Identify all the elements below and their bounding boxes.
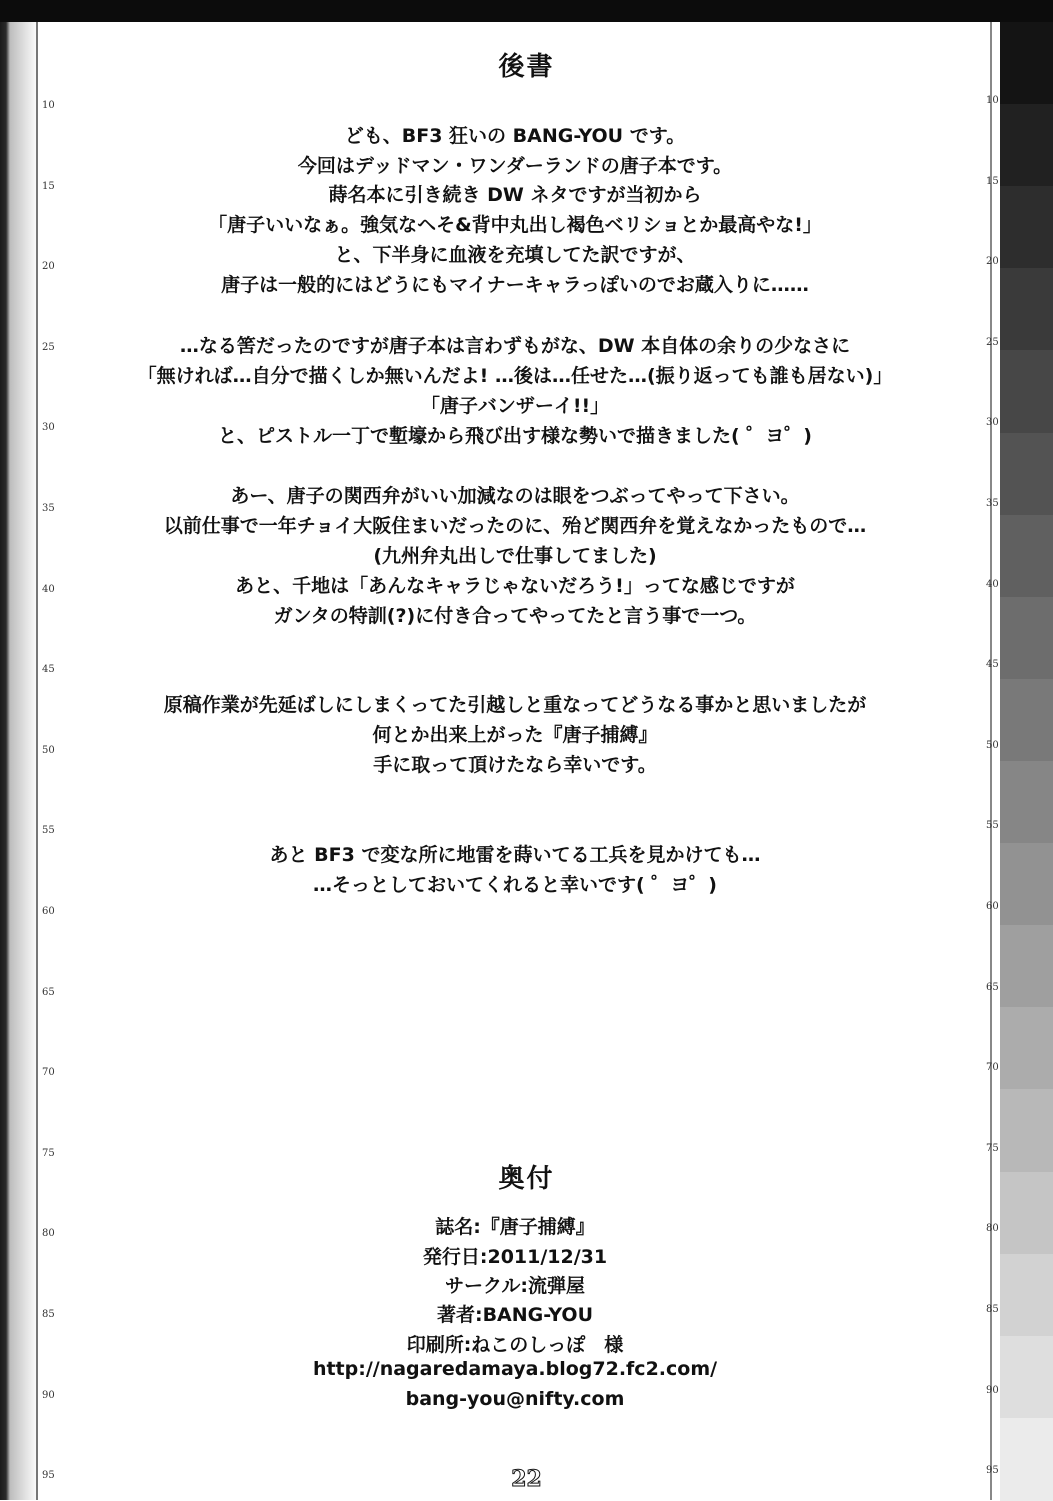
margin-tick-right: 15	[986, 175, 999, 187]
margin-tick-left: 90	[42, 1389, 55, 1401]
margin-tick-right: 20	[986, 256, 999, 268]
gray-band	[1000, 1254, 1053, 1337]
gray-band	[1000, 350, 1053, 433]
margin-tick-left: 55	[42, 825, 55, 837]
margin-tick-left: 85	[42, 1309, 55, 1320]
margin-tick-left: 75	[42, 1147, 55, 1159]
colophon-title: 奥付	[498, 1164, 555, 1194]
colophon-author: 著者:BANG-YOU	[436, 1304, 594, 1326]
afterword-line: 「唐子いいなぁ。強気なヘそ&背中丸出し褐色ベリショとか最高やな!」	[208, 214, 822, 236]
margin-tick-right: 75	[986, 1142, 999, 1154]
margin-tick-right: 80	[986, 1223, 999, 1235]
colophon-title-line: 誌名:『唐子捕縛』	[435, 1216, 595, 1238]
margin-tick-right: 65	[986, 981, 999, 993]
afterword-line: …そっとしておいてくれると幸いです( ゜ヨ゜)	[313, 874, 717, 896]
margin-tick-left: 40	[42, 583, 55, 595]
colophon-printer: 印刷所:ねこのしっぽ 様	[406, 1334, 624, 1356]
afterword-line: ガンタの特訓(?)に付き合ってやってたと言う事で一つ。	[273, 605, 757, 627]
gray-band	[1000, 1336, 1053, 1419]
margin-tick-right: 50	[986, 739, 999, 751]
colophon-email: bang-you@nifty.com	[405, 1388, 625, 1410]
afterword-line: 以前仕事で一年チョイ大阪住まいだったのに、殆ど関西弁を覚えなかったもので…	[163, 515, 867, 537]
gray-band	[1000, 515, 1053, 598]
afterword-line: あー、唐子の関西弁がいい加減なのは眼をつぶってやって下さい。	[230, 485, 800, 507]
margin-tick-right: 45	[986, 659, 999, 671]
right-margin-rule	[990, 22, 992, 1500]
margin-tick-right: 70	[986, 1062, 999, 1074]
margin-tick-right: 30	[986, 417, 999, 429]
afterword-line: ども、BF3 狂いの BANG-YOU です。	[344, 125, 686, 147]
gray-band	[1000, 843, 1053, 926]
margin-tick-left: 80	[42, 1228, 55, 1240]
afterword-line: 何とか出来上がった『唐子捕縛』	[372, 724, 658, 746]
gray-band	[1000, 104, 1053, 187]
gray-band	[1000, 597, 1053, 680]
gray-band	[1000, 268, 1053, 351]
margin-tick-right: 25	[986, 336, 999, 348]
left-scan-edge	[0, 22, 40, 1500]
margin-tick-left: 15	[42, 180, 55, 192]
margin-tick-right: 10	[986, 95, 999, 106]
margin-tick-right: 85	[986, 1304, 999, 1315]
afterword-line: …なる筈だったのですが唐子本は言わずもがな、DW 本自体の余りの少なさに	[179, 335, 851, 357]
afterword-line: 原稿作業が先延ばしにしまくってた引越しと重なってどうなる事かと思いましたが	[163, 694, 867, 716]
margin-tick-left: 95	[42, 1470, 55, 1482]
margin-tick-left: 20	[42, 261, 55, 273]
margin-tick-left: 50	[42, 744, 55, 756]
gray-band	[1000, 433, 1053, 516]
afterword-line: と、下半身に血液を充填してた訳ですが、	[334, 244, 696, 266]
afterword-line: 蒔名本に引き続き DW ネタですが当初から	[328, 184, 702, 206]
afterword-line: 今回はデッドマン・ワンダーランドの唐子本です。	[297, 155, 733, 177]
afterword-title: 後書	[498, 52, 555, 82]
margin-tick-right: 55	[986, 820, 999, 832]
gray-band	[1000, 679, 1053, 762]
afterword-line: 「唐子バンザーイ!!」	[420, 395, 610, 417]
colophon-date: 発行日:2011/12/31	[422, 1246, 608, 1268]
afterword-line: と、ピストル一丁で塹壕から飛び出す様な勢いで描きました( ゜ヨ゜)	[218, 425, 812, 447]
afterword-line: あと、千地は「あんなキャラじゃないだろう!」ってな感じですが	[235, 575, 795, 597]
gray-band	[1000, 186, 1053, 269]
gray-band	[1000, 761, 1053, 844]
top-dark-edge	[0, 0, 1053, 22]
page-number: 22	[511, 1466, 542, 1492]
gray-band	[1000, 925, 1053, 1008]
afterword-line: 唐子は一般的にはどうにもマイナーキャラっぽいのでお蔵入りに……	[221, 274, 809, 296]
margin-tick-left: 60	[42, 906, 55, 917]
margin-tick-left: 10	[42, 100, 55, 111]
margin-tick-right: 60	[986, 901, 999, 912]
colophon-circle: サークル:流弾屋	[444, 1275, 586, 1297]
margin-tick-right: 95	[986, 1465, 999, 1477]
margin-tick-left: 25	[42, 341, 55, 353]
margin-tick-left: 65	[42, 986, 55, 998]
afterword-line: 手に取って頂けたなら幸いです。	[373, 754, 657, 776]
margin-tick-right: 90	[986, 1384, 999, 1396]
margin-tick-left: 45	[42, 664, 55, 676]
margin-tick-right: 40	[986, 578, 999, 590]
margin-tick-left: 70	[42, 1067, 55, 1079]
afterword-line: あと BF3 で変な所に地雷を蒔いてる工兵を見かけても…	[269, 844, 761, 866]
margin-tick-left: 35	[42, 503, 55, 514]
margin-tick-left: 30	[42, 422, 55, 434]
colophon-url: http://nagaredamaya.blog72.fc2.com/	[312, 1358, 718, 1380]
afterword-line: (九州弁丸出しで仕事してました)	[373, 545, 657, 567]
grayscale-calibration-strip	[1000, 22, 1053, 1500]
margin-tick-right: 35	[986, 498, 999, 509]
afterword-line: 「無ければ…自分で描くしか無いんだよ! …後は…任せた…(振り返っても誰も居ない)」	[137, 365, 893, 387]
gray-band	[1000, 1007, 1053, 1090]
